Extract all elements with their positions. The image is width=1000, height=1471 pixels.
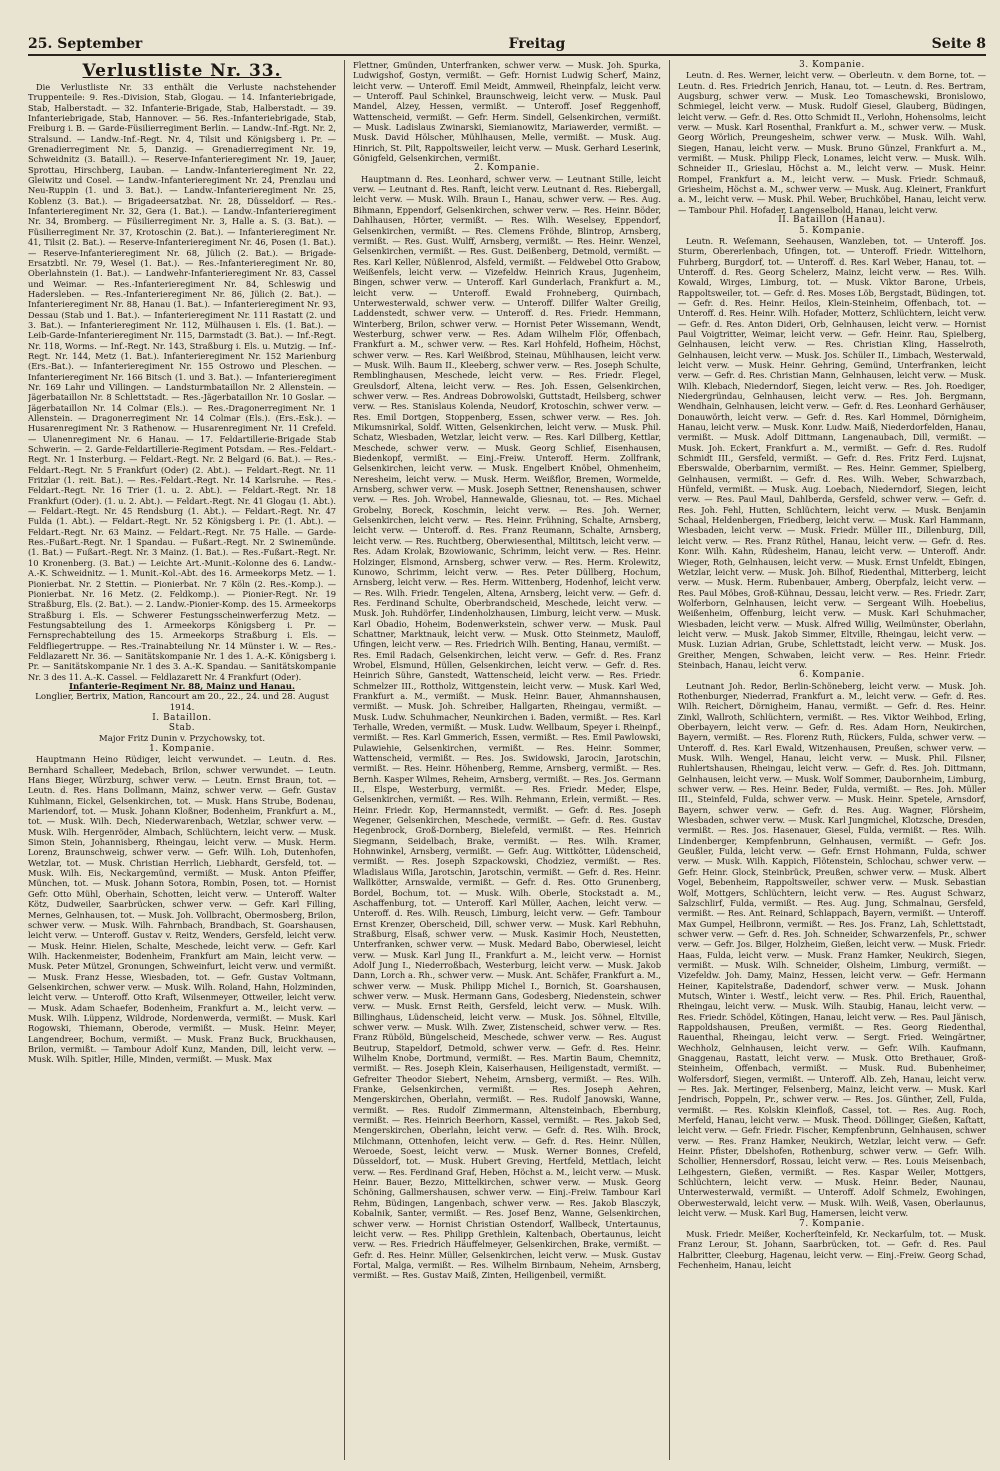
column-3	[678, 60, 986, 1460]
columns	[28, 60, 986, 1460]
intro-paragraph: Die Verlustliste Nr. 33 enthält die Verluste nachstehender Truppenteile: 9. Res.-Division, Stab, Glogau. — 14. Infanteriebrigade, Stab, Halberstadt. — 32. Infanterie-Brigade, Stab, Halberstadt. — 39. Infanteriebrigade, Stab, Hannover. — 56. Res.-Infanteriebrigade, Stab, Freiburg i. B. — Garde-Füsilierregiment Berlin. — Landw.-Inf.-Rgt. Nr. 2, Stralsund. — Landw.-Inf.-Regt. Nr. 4, Tilsit und Königsberg i. Pr. — Grenadierregiment Nr. 5, Danzig. — Grenadierregiment Nr. 19, Schweidnitz (3. Bataill.). — Reserve-Infanterieregiment Nr. 19, Jauer, Sprottau, Hirschberg, Lauban. — Landw.-Infanterieregiment Nr. 22, Gleiwitz und Cosel. — Landw.-Infanterieregiment Nr. 24, Prenzlau und Neu-Ruppin (1. und 3. Bat.). — Landw.-Infanterieregiment Nr. 25, Koblenz (3. Bat.). — Brigadeersatzbat. Nr. 28, Düsseldorf. — Res.-Infanterieregiment Nr. 32, Gera (1. Bat.). — Landw.-Infanterieregiment Nr. 34, Bromberg. — Füsilierregiment Nr. 3, Halle a. S. (3. Bat.). — Füsilierregiment Nr. 37, Krotoschin (2. Bat.). — Infanterieregiment Nr. 41, Tilsit (2. Bat.). — Reserve-Infanterieregiment Nr. 46, Posen (1. Bat.). — Reserve-Infanterieregiment Nr. 68, Jülich (2. Bat.). — Brigade-Ersatzbtl. Nr. 79, Wesel (1. Bat.). — Res.-Infanterieregiment Nr. 80, Oberlahnstein (1. Bat.). — Landwehr-Infanterieregiment Nr. 83, Cassel und Weimar. — Res.-Infanterieregiment Nr. 84, Schleswig und Hadersleben. — Res.-Infanterieregiment Nr. 86, Jülich (2. Bat.). — Infanterieregiment Nr. 88, Hanau (1. Bat.). — Infanterieregiment Nr. 93, Dessau (Stab und 1. Bat.). — Infanterieregiment Nr. 111 Rastatt (2. und 3. Bat.). — Infanterieregiment Nr. 112, Mülhausen i. Els. (1. Bat.). — Leib-Garde-Infanterieregiment Nr. 115, Darmstadt (3. Bat.). — Inf.-Regt. Nr. 118, Worms. — Inf.-Regt. Nr. 143, Straßburg i. Els. u. Mutzig. — Inf.-Regt. Nr. 144, Metz (1. Bat.). Infanterieregiment Nr. 152 Marienburg (Ers.-Bat.). — Infanterieregiment Nr. 155 Ostrowo und Pleschen. — Infanterieregiment Nr. 166 Bitsch (1. und 3. Bat.). — Infanterieregiment Nr. 169 Lahr und Villingen. — Landsturmbataillon Nr. 2 Allenstein. — Jägerbataillon Nr. 8 Schlettstadt. — Res.-Jägerbataillon Nr. 10 Goslar. — Jägerbataillon Nr. 14 Colmar (Els.). — Res.-Dragonerregiment Nr. 1 Allenstein. — Dragonerregiment Nr. 14 Colmar (Els.). (Ers.-Esk.). — Husarenregiment Nr. 3 Rathenow. — Husarenregiment Nr. 11 Crefeld. — Ulanenregiment Nr. 6 Hanau. — 17. Feldartillerie-Brigade Stab Schwerin. — 2. Garde-Feldartillerie-Regiment Potsdam. — Res.-Feldart.-Regt. Nr. 1 Insterburg. — Feldart.-Regt. Nr. 2 Belgard (6. Bat.). — Res.-Feldart.-Regt. Nr. 5 Frankfurt (Oder) (2. Abt.). — Feldart.-Regt. Nr. 11 Fritzlar (1. reit. Bat.). — Res.-Feldart.-Regt. Nr. 14 Karlsruhe. — Res.-Feldart.-Regt. Nr. 16 Trier (1. u. 2. Abt.). — Feldart.-Regt. Nr. 18 Frankfurt (Oder). (1. u. 2. Abt.). — Feldart.-Regt. Nr. 41 Glogau (1. Abt.). — Feldart.-Regt. Nr. 45 Rendsburg (1. Abt.). — Feldart.-Regt. Nr. 47 Fulda (1. Abt.). — Feldart.-Regt. Nr. 52 Königsberg i. Pr. (1. Abt.). — Feldart.-Regt. Nr. 63 Mainz. — Feldart.-Regt. Nr. 75 Halle. — Garde-Res.-Fußart.-Regt. Nr. 1 Spandau. — Fußart.-Regt. Nr. 2 Swinemünde. (1. Bat.) — Fußart.-Regt. Nr. 3 Mainz. (1. Bat.). — Res.-Fußart.-Regt. Nr. 10 Kronenberg. (3. Bat.) — Leichte Art.-Munit.-Kolonne des 6. Landw.-A.-K. Schweidnitz. — 1. Munit.-Kol.-Abt. des 16. Armeekorps Metz. — 1. Pionierbat. Nr. 2 Stettin. — Pionierbat. Nr. 7 Köln (2. Res.-Komp.). — Pionierbat. Nr. 16 Metz. (2. Feldkomp.). — Pionier-Regt. Nr. 19 Straßburg, Els. (2. Bat.). — 2. Landw.-Pionier-Komp. des 15. Armeekorps Straßburg i. Els. — Schwerer Festungsscheinwerferzug Metz. — Festungsabteilung des 1. Armeekorps Königsberg i. Pr. — Fernsprechabteilung des 15. Armeekorps Straßburg i. Els. — Feldfliegertruppe. — Res.-Trainabteilung Nr. 14 Münster i. W. — Res.-Feldlazarett Nr. 36. — Sanitätskompanie Nr. 1 des 1. A.-K. Königsberg i. Pr. — Sanitätskompanie Nr. 1 des 3. A.-K. Spandau. — Sanitätskompanie Nr. 3 des 11. A.-K. Cassel. — Feldlazarett Nr. 4 Frankfurt (Oder).	[28, 82, 337, 682]
kompanie-heading: 6. Kompanie.	[799, 670, 865, 681]
header-day: Freitag	[508, 36, 566, 52]
kompanie-heading: 2. Kompanie.	[474, 163, 540, 174]
casualty-entries: Hauptmann Heino Rüdiger, leicht verwundet. — Leutn. d. Res. Bernhard Schalleer, Medebach, Brilon, schwer verwundet. — Leutn. Hans Bieger, Würzburg, schwer verw. — Leutn. Ernst Braun, tot. — Leutn. d. Res. Hans Dollmann, Mainz, schwer verw. — Gefr. Gustav Kuhlmann, Eickel, Gelsenkirchen, tot. — Musk. Hans Strube, Bodenau, Mariendorf, tot. — Musk. Johann Kloßner, Bodenheim, Frankfurt a. M., tot. — Musk. Wilh. Dech, Niederwarenbach, Wetzlar, schwer verw. — Musk. Wilh. Hergenröder, Almbach, Schlüchtern, leicht verw. — Musk. Simon Stein, Johannisberg, Rheingau, leicht verw. — Musk. Herm. Lorenz, Braunschweig, schwer verw. — Gefr. Wilh. Loh, Dutenhofen, Wetzlar, tot. — Musk. Christian Herrlich, Liebhardt, Gersfeld, tot. — Musk. Wilh. Eis, Neckargemünd, vermißt. — Musk. Anton Pfeiffer, München, tot. — Musk. Johann Sotora, Rombin, Posen, tot. — Hornist Gefr. Otto Mühl, Oberhain, Schotten, leicht verw. — Unteroff. Walter Kötz, Dudweiler, Saarbrücken, schwer verw. — Gefr. Karl Filling, Mernes, Gelnhausen, tot. — Musk. Joh. Vollbracht, Obermosberg, Brilon, schwer verw. — Musk. Wilh. Fahrnbach, Brandbach, St. Goarshausen, leicht verw. — Unteroff. Gustav v. Reitz, Wenders, Gersfeld, leicht verw. — Musk. Heinr. Hielen, Schalte, Meschede, leicht verw. — Gefr. Karl Wilh. Hackenmeister, Bodenheim, Frankfurt am Main, leicht verw. — Musk. Peter Mützel, Gronungen, Schweinfurt, leicht verw. und vermißt. — Musk. Franz Hesse, Wiesbaden, tot. — Gefr. Gustav Voltmann, Gelsenkirchen, schwer verw. — Musk. Wilh. Roland, Hahn, Holzminden, leicht verw. — Unteroff. Otto Kraft, Wilsenmeyer, Ottweiler, leicht verw. — Musk. Adam Schaefer, Bodenheim, Frankfurt a. M., leicht verw. — Musk. Wilh. Lüppenz, Wildrode, Nordenwerda, vermißt. — Musk. Karl Rogowski, Thiemann, Oberode, vermißt. — Musk. Heinr. Meyer, Langendreer, Bochum, vermißt. — Musk. Franz Buck, Bruckhausen, Brilon, vermißt. — Tambour Adolf Kunz, Manden, Dill, leicht verw. — Musk. Wilh. Spitler, Hille, Minden, vermißt. — Musk. Max	[28, 754, 337, 1065]
bataillon-heading: I. Bataillon.	[152, 712, 212, 723]
column-1	[28, 60, 336, 1460]
header-date: 25. September	[28, 36, 143, 52]
column-2	[353, 60, 661, 1460]
kompanie-heading: 3. Kompanie.	[799, 60, 865, 70]
casualty-entries: Flettner, Gmünden, Unterfranken, schwer verw. — Musk. Joh. Spurka, Ludwigshof, Gostyn, vermißt. — Gefr. Hornist Ludwig Scherf, Mainz, leicht verw. — Unteroff. Emil Meidt, Ammweil, Rheinpfalz, leicht verw. — Unteroff. Paul Schinkel, Braunschweig, leicht verw. — Musk. Paul Mandel, Alzey, Hessen, vermißt. — Unteroff. Josef Reggenhoff, Wattenscheid, vermißt. — Gefr. Herm. Sindell, Gelsenkirchen, vermißt. — Musk. Ladislaus Zwinarski, Siemianowitz, Mariawerder, vermißt. — Musk. David Hölscher, Mühlhausen, Melle, vermißt. — Musk. Aug. Hinrich, St. Pilt, Rappoltsweiler, leicht verw. — Musk. Gerhard Leserink, Gönigfeld, Gelsenkirchen, vermißt.	[353, 60, 662, 164]
casualty-entries: Leutn. d. Res. Werner, leicht verw. — Oberleutn. v. dem Borne, tot. — Leutn. d. Res. Friedrich Jenrich, Hanau, tot. — Leutn. d. Res. Bertram, Augsburg, schwer verw. — Musk. Leo Tomaschewski, Bronislowo, Schmiegel, leicht verw. — Musk. Rudolf Giesel, Glauberg, Büdingen, leicht verw. — Gefr. d. Res. Otto Schmidt II., Verlohn, Hohensolms, leicht verw. — Musk. Karl Rosenthal, Frankfurt a. M., schwer verw. — Musk. Georg Wörlich, Preungesheim, schwer verw. — Musk. Wilh. Wahl, Siegen, Hanau, leicht verw. — Musk. Bruno Günzel, Frankfurt a. M., vermißt. — Musk. Philipp Fleck, Lonames, leicht verw. — Musk. Wilh. Schneider II., Grieslau, Höchst a. M., leicht verw. — Musk. Heinr. Rompel, Frankfurt a. M., leicht verw. — Musk. Friedr. Schmauß, Griesheim, Höchst a. M., schwer verw. — Musk. Aug. Kleinert, Frankfurt a. M., leicht verw. — Musk. Phil. Weber, Bruchköbel, Hanau, leicht verw. — Tambour Phil. Hofader, Langenselbold, Hanau, leicht verw.	[678, 70, 987, 215]
major-entry: Major Fritz Dunin v. Przychowsky, tot.	[98, 733, 266, 744]
kompanie-heading: 7. Kompanie.	[799, 1218, 865, 1229]
column-rule	[669, 60, 670, 1460]
casualty-entries: Musk. Friedr. Meißer, Kocherſteinfeld, Kr. Neckarſulm, tot. — Musk. Franz Lerour, St. Johann, Saarbrücken, tot. — Gefr. d. Res. Paul Halbritter, Cleeburg, Hagenau, leicht verw. — Einj.-Freiw. Georg Schad, Fechenheim, Hanau, leicht	[678, 1228, 987, 1270]
list-title: Verlustliste Nr. 33.	[82, 61, 282, 81]
regiment-heading: Infanterie-Regiment Nr. 88, Mainz und Hanau.	[69, 681, 295, 692]
kompanie-heading: 5. Kompanie.	[799, 225, 865, 236]
column-rule	[344, 60, 345, 1460]
battle-places: Longlier, Bertrix, Mation, Rancourt am 20., 22., 24. und 28. August 1914.	[35, 692, 329, 713]
casualty-entries: Hauptmann d. Res. Leonhard, schwer verw. — Leutnant Stille, leicht verw. — Leutnant d. Res. Ranft, leicht verw. Leutnant d. Res. Riebergall, leicht verw. — Musk. Wilh. Braun I., Hanau, schwer verw. — Res. Aug. Bihmann, Eppendorf, Gelsenkirchen, schwer verw. — Res. Heinr. Böder, Dahlhausen, Hörter, vermißt. — Res. Wilh. Weselsey, Eppendorf, Gelsenkirchen, vermißt. — Res. Clemens Fröhde, Blintrop, Arnsberg, vermißt. — Res. Gust. Wulff, Arnsberg, vermißt. — Res. Heinr. Wenzel, Gelsenkirchen, vermißt. — Res. Gust. Deißenberg, Detmold, vermißt. — Res. Karl Keller, Nüßlenrod, Alsfeld, vermißt. — Feldwebel Otto Grabow, Weißenfels, leicht verw. — Vizefeldw. Heinrich Kraus, Jugenheim, Bingen, schwer verw. — Unteroff. Karl Gunderlach, Frankfurt a. M., leicht verw. — Unteroff. Ewald Frohneberg, Quirnbach, Unterwesterwald, schwer verw. — Unteroff. Dillfer Walter Greilig, Laddenstedt, schwer verw. — Unteroff. d. Res. Friedr. Hemmann, Winterberg, Brilon, schwer verw. — Hornist Peter Wissemann, Wendt, Westerburg, schwer verw. — Res. Adam Wilhelm Flör, Offenbach, Frankfurt a. M., schwer verw. — Res. Karl Hohfeld, Hofheim, Höchst, schwer verw. — Res. Karl Weißbrod, Steinau, Mühlhausen, leicht verw. — Musk. Wilh. Baum II., Kleeberg, schwer verw. — Res. Joseph Schulte, Remblinghausen, Meschede, leicht verw. — Res. Friedr. Flegel, Greulsdorf, Altena, leicht verw. — Res. Joh. Essen, Gelsenkirchen, schwer verw. — Res. Andreas Dobrowolski, Guttstadt, Heilsberg, schwer verw. — Res. Stanislaus Kolenda, Neudorf, Krotoschin, schwer verw. — Res. Emil Dortgen, Stoppenberg, Essen, schwer verw. — Res. Joh. Mikumsnirkal, Soldf. Witten, Gelsenkirchen, leicht verw. — Musk. Phil. Schatz, Wiesbaden, Wetzlar, leicht verw. — Res. Karl Dillberg, Kettlar, Meschede, schwer verw. — Musk. Georg Schlief, Eisenhausen, Biedenkopf, vermißt. — Einj.-Freiw. Unteroff. Herm. Zollfrank, Gelsenkirchen, leicht verw. — Musk. Engelbert Knöbel, Ohmenheim, Neresheim, leicht verw. — Musk. Herm. Weißflor, Bremen, Wormelde, Arnsberg, schwer verw. — Musk. Joseph Settner, Renenshausen, schwer verw. — Res. Joh. Wrobel, Hannewalde, Gliesnau, tot. — Res. Michael Grobelny, Boreck, Koschmin, leicht verw. — Res. Joh. Werner, Gelsenkirchen, leicht verw. — Res. Heinr. Frühning, Schalte, Arnsberg, leicht verw. — Unteroff. d. Res. Franz Reumann, Schalte, Arnsberg, leicht verw. — Res. Ruchtberg, Oberwiesenthal, Miltitsch, leicht verw. — Res. Adam Krolak, Bzowiowanic, Schrimm, leicht verw. — Res. Heinr. Holzinger, Elsmond, Arnsberg, schwer verw. — Res. Herm. Krolewitz, Kunowo, Schrimm, leicht verw. — Res. Peter Düllberg, Hochum, Arnsberg, leicht verw. — Res. Herm. Wittenberg, Hodenhof, leicht verw. — Res. Wilh. Friedr. Tengelen, Altena, Arnsberg, leicht verw. — Gefr. d. Res. Ferdinand Schulte, Oberbrandscheid, Meschede, leicht verw. — Musk. Joh. Ruhdörfer, Lindenholzhausen, Limburg, leicht verw. — Musk. Karl Obadio, Hoheim, Bodenwerkstein, schwer verw. — Musk. Paul Schattner, Marktnauk, leicht verw. — Musk. Otto Steinmetz, Mauloff, Ufingen, leicht verw. — Res. Friedrich Wilh. Benting, Hanau, vermißt. — Res. Emil Radach, Gelsenkirchen, leicht verw. — Gefr. d. Res. Franz Wrobel, Elsmund, Hüllen, Gelsenkirchen, leicht verw. — Gefr. d. Res. Heinrich Sühre, Ganstedt, Wattenscheid, leicht verw. — Res. Friedr. Schmelzer III., Rottholz, Wittgenstein, leicht verw. — Musk. Karl Wed, Frankfurt a. M., vermißt. — Musk. Heinr. Bauer, Ahmannshausen, vermißt. — Musk. Joh. Schreiber, Hallgarten, Rheingau, vermißt. — Musk. Ludw. Schuhmacher, Neunkirchen i. Baden, vermißt. — Res. Karl Terhalle, Wreden, vermißt. — Musk. Ludw. Wellbaum, Speyer i. Rheinpf., vermißt. — Res. Karl Gmmerich, Essen, vermißt. — Res. Emil Pawlowski, Pulawiehie, Gelsenkirchen, vermißt. — Res. Heinr. Sommer, Wattenscheid, vermißt. — Res. Jos. Swidowski, Jarocin, Jarotschin, vermißt. — Res. Heinr. Höhenberg, Remme, Arnsberg, vermißt. — Res. Bernh. Kasper Wilmes, Reheim, Arnsberg, vermißt. — Res. Jos. Germann II., Elspe, Westerburg, vermißt. — Res. Friedr. Meder, Elspe, Gelsenkirchen, vermißt. — Res. Wilh. Rehmann, Erlein, vermißt. — Res. Heinr. Friedr. Kop, Hermannstedt, vermißt. — Gefr. d. Res. Joseph Wegener, Gelsenkirchen, Meschede, vermißt. — Gefr. d. Res. Gustav Hegenbrock, Groß-Dornberg, Bielefeld, vermißt. — Res. Heinrich Siegmann, Seidelbach, Brake, vermißt. — Res. Wilh. Kramer, Hohnwinkel, Arnsberg, vermißt. — Gefr. Aug. Wittkötter, Lüdenscheid, vermißt. — Res. Joseph Szpackowski, Chodziez, vermißt. — Res. Wladislaus Wiſla, Jarotschin, Jarotschin, vermißt. — Gefr. d. Res. Heinr. Wallkötter, Arnswalde, vermißt. — Gefr. d. Res. Otto Grunenberg, Bordel, Bochum, tot. — Musk. Wilh. Oberle, Stockstadt a. M., Aschaffenburg, tot. — Unteroff. Karl Müller, Aachen, leicht verw. — Unteroff. d. Res. Wilh. Reusch, Limburg, leicht verw. — Gefr. Tambour Ernst Krenzer, Oberscheid, Dill, schwer verw. — Musk. Karl Rebhuhn, Straßburg, Elsaß, schwer verw. — Musk. Kasimir Hoch, Neustetten, Unterfranken, schwer verw. — Musk. Medard Babo, Oberwiesel, leicht verw. — Musk. Karl Jung II., Frankfurt a. M., leicht verw. — Hornist Adolf Jung I., Niederroßbach, Westerburg, leicht verw. — Musk. Jakob Dann, Lorch a. Rh., schwer verw. — Musk. Ant. Schäfer, Frankfurt a. M., schwer verw. — Musk. Philipp Michel I., Bornich, St. Goarshausen, schwer verw. — Musk. Hermann Gans, Godesberg, Niedenstein, schwer verw. — Musk. Ernst Reith, Gersfeld, leicht verw. — Musk. Wilh. Billinghaus, Lüdenscheid, leicht verw. — Musk. Jos. Söhnel, Eltville, schwer verw. — Musk. Wilh. Zwer, Zistenscheid, schwer verw. — Res. Franz Rüböld, Büngelscheid, Meschede, schwer verw. — Res. August Beutrup, Stapeldorf, Detmold, schwer verw. — Gefr. d. Res. Heinr. Wilhelm Knobe, Dortmund, vermißt. — Res. Martin Baum, Chemnitz, vermißt. — Res. Joseph Klein, Kaiserhausen, Heiligenstadt, vermißt. — Gefreiter Theodor Siebert, Neheim, Arnsberg, vermißt. — Res. Wilh. Franke, Gelsenkirchen, vermißt. — Res. Joseph Aehren, Mengerskirchen, Oberlahn, vermißt. — Res. Rudolf Janowski, Wanne, vermißt. — Res. Rudolf Zimmermann, Altensteinbach, Ebernburg, vermißt. — Res. Heinrich Beerhorn, Kassel, vermißt. — Res. Jakob Sed, Mengerskirchen, Oberlahn, leicht verw. — Gefr. d. Res. Wilh. Brock, Milchmann, Ottenhofen, leicht verw. — Gefr. d. Res. Heinr. Nüllen, Weroede, Soest, leicht verw. — Musk. Werner Bonnes, Crefeld, Düsseldorf, tot. — Musk. Hubert Greving, Hertfeld, Mettlach, leicht verw. — Res. Ferdinand Graf, Heben, Höchst a. M., leicht verw. — Musk. Heinr. Bauer, Bezzo, Mittelkirchen, schwer verw. — Musk. Georg Schöning, Gallmershausen, schwer verw. — Einj.-Freiw. Tambour Karl Rehm, Büdingen, Langenbach, schwer verw. — Res. Jakob Blasczyk, Kobalnik, Santer, vermißt. — Res. Josef Benz, Wanne, Gelsenkirchen, schwer verw. — Hornist Christian Ostendorf, Wallbeck, Untertaunus, leicht verw. — Res. Philipp Grethlein, Kaltenbach, Obertaunus, leicht verw. — Res. Friedrich Häuffelmeyer, Gelsenkirchen, Brake, vermißt. — Gefr. d. Res. Heinr. Müller, Gelsenkirchen, leicht verw. — Musk. Gustav Fortal, Malga, vermißt. — Res. Wilhelm Birnbaum, Neheim, Arnsberg, vermißt. — Res. Gustav Maiß, Zinten, Heiligenbeil, vermißt.	[353, 173, 662, 1281]
stab-heading: Stab.	[168, 723, 196, 734]
bataillon-heading: II. Bataillon (Hanau).	[778, 215, 886, 226]
casualty-entries: Leutnant Joh. Redor, Berlin-Schöneberg, leicht verw. — Musk. Joh. Rothenburger, Niederrad, Frankfurt a. M., leicht verw. — Gefr. d. Res. Wilh. Reichert, Dörnigheim, Hanau, vermißt. — Gefr. d. Res. Heinr. Zinkl, Wallroth, Schlüchtern, vermißt. — Res. Viktor Weihbod, Erling, Oberbayern, leicht verw. — Gefr. d. Res. Adam Horn, Neukirchen, Bayern, vermißt. — Res. Florenz Ruth, Rückers, Fulda, schwer verw. — Unteroff. d. Res. Karl Ewald, Witzenhausen, Preußen, schwer verw. — Musk. Wilh. Wengel, Hanau, leicht verw. — Musk. Phil. Filsner, Ruhlertshausen, Rheingau, leicht verw. — Gefr. d. Res. Joh. Dittmann, Gelnhausen, leicht verw. — Musk. Wolf Sommer, Daubornheim, Limburg, schwer verw. — Res. Heinr. Beder, Fulda, vermißt. — Res. Joh. Müller III., Steinfeld, Fulda, schwer verw. — Musk. Heinr. Spetele, Arnsdorf, Bayern, schwer verw. — Gefr. d. Res. Aug. Wagner, Flörsheim, Wiesbaden, schwer verw. — Musk. Karl Jungmichel, Klotzsche, Dresden, vermißt. — Res. Jos. Hasenauer, Giesel, Fulda, vermißt. — Res. Wilh. Lindenberger, Kempfenbrunn, Gelnhausen, vermißt. — Gefr. Jos. Geußler, Fulda, leicht verw. — Gefr. Ernst Hohmann, Fulda, schwer verw. — Musk. Wilh. Kappich, Flötenstein, Schlochau, schwer verw. — Gefr. Heinr. Glock, Steinbrück, Preußen, schwer verw. — Musk. Albert Vogel, Bebenheim, Rappoltsweiler, schwer verw. — Musk. Sebastian Wolf, Mottgers, Schlüchtern, leicht verw. — Res. August Schwarz, Salzschlirf, Fulda, vermißt. — Res. Aug. Jung, Schmalnau, Gersfeld, vermißt. — Res. Ant. Reinard, Schlappach, Bayern, vermißt. — Unteroff. Max Gumpel, Heilbronn, vermißt. — Res. Jos. Franz, Lah, Schlettstadt, schwer verw. — Gefr. d. Res. Joh. Schneider, Schwarzenfels, Pr., schwer verw. — Gefr. Jos. Bilger, Holzheim, Gießen, leicht verw. — Musk. Friedr. Haas, Fulda, leicht verw. — Musk. Franz Hamker, Neukirch, Siegen, vermißt. — Musk. Wilh. Schneider, Olsheim, Limburg, vermißt. — Vizefeldw. Joh. Damy, Mainz, Hessen, leicht verw. — Gefr. Hermann Heiner, Kapitelstraße, Dadendorf, schwer verw. — Musk. Johann Mutsch, Winter i. Westf., leicht verw. — Res. Phil. Erich, Rauenthal, Rheingau, leicht verw. — Musk. Wilh. Staubig, Hanau, leicht verw. — Res. Friedr. Schödel, Kötingen, Hanau, leicht verw. — Res. Paul Jänisch, Rappoldshausen, Preußen, vermißt. — Res. Georg Riedenthal, Rauenthal, Rheingau, leicht verw. — Sergt. Fried. Weingärtner, Wechholz, Gelnhausen, leicht verw. — Gefr. Wilh. Kaufmann, Gnaggenau, Rastatt, leicht verw. — Musk. Otto Brethauer, Groß-Steinheim, Offenbach, vermißt. — Musk. Rud. Bubenheimer, Wolfersdorf, Siegen, vermißt. — Unteroff. Alb. Zeh, Hanau, leicht verw. — Res. Jak. Mertinger, Felsenberg, Mainz, leicht verw. — Musk. Karl Jendrisch, Poppeln, Pr., schwer verw. — Res. Jos. Günther, Zell, Fulda, vermißt. — Res. Kolskin Kleinfloß, Cassel, tot. — Res. Aug. Roch, Merfeld, Hanau, leicht verw. — Musk. Theod. Döllinger, Gießen, Kaſtatt, leicht verw. — Gefr. Friedr. Fischer, Kempfenbrunn, Gelnhausen, schwer verw. — Res. Franz Hamker, Neukirch, Wetzlar, leicht verw. — Gefr. Heinr. Pfister, Dbelshofen, Rothenburg, schwer verw. — Gefr. Wilh. Schollier, Hennersdorf, Rossau, leicht verw. — Res. Louis Meisenbach, Leihgestern, Gießen, vermißt. — Res. Kaspar Weiler, Mottgers, Schlüchtern, leicht verw. — Musk. Heinr. Beder, Naunau, Unterwesterwald, vermißt. — Unteroff. Adolf Schmelz, Ewohingen, Oberwesterwald, leicht verw. — Musk. Wilh. Weiß, Vasen, Oberlaunus, leicht verw. — Musk. Karl Bug, Hamersen, leicht verw.	[678, 680, 987, 1219]
header-page-number: Seite 8	[931, 36, 986, 52]
page-header	[28, 36, 986, 56]
kompanie-heading: 1. Kompanie.	[149, 744, 215, 754]
casualty-entries: Leutn. R. Weſemann, Seehausen, Wanzleben, tot. — Unteroff. Jos. Sturm, Obererlenbach, Ufingen, tot. — Unteroff. Friedr. Wittelhorn, Fuhrberg, Burgdorf, tot. — Unteroff. d. Res. Karl Weber, Hanau, tot. — Unteroff. d. Res. Georg Schelerz, Mainz, leicht verw. — Res. Wilh. Kowald, Wirges, Limburg, tot. — Musk. Viktor Barone, Urbeis, Rappoltsweiler, tot. — Gefr. d. Res. Moses Löb, Bergstadt, Büdingen, tot. — Gefr. d. Res. Heinr. Heilos, Klein-Steinheim, Offenbach, tot. — Unteroff. d. Res. Heinr. Wilh. Hofader, Motterz, Schlüchtern, leicht verw. — Gefr. d. Res. Anton Dideri, Orb, Gelnhausen, leicht verw. — Hornist Paul Voigtritter, Weimar, leicht verw. — Gefr. Heinr. Rau, Spielberg, Gelnhausen, leicht verw. — Res. Christian Kling, Hasselroth, Gelnhausen, leicht verw. — Musk. Jos. Schüler II., Limbach, Westerwald, leicht verw. — Musk. Heinr. Gehring, Gemünd, Unterfranken, leicht verw. — Gefr. d. Res. Christian Mann, Gelnhausen, leicht verw. — Musk. Wilh. Klebach, Niederndorf, Siegen, leicht verw. — Res. Joh. Roediger, Niedergründau, Gelnhausen, leicht verw. — Res. Joh. Bergmann, Wendhain, Gelnhausen, leicht verw. — Gefr. d. Res. Leonhard Gerhäuser, Donauwörth, leicht verw. — Gefr. d. Res. Karl Hommel, Dörnigheim, Hanau, leicht verw. — Musk. Konr. Ludw. Maiß, Niederdorfelden, Hanau, vermißt. — Musk. Adolf Dittmann, Langenaubach, Dill, vermißt. — Musk. Joh. Eckert, Frankfurt a. M., vermißt. — Gefr. d. Res. Rudolf Schmidt III., Gersfeld, vermißt. — Gefr. d. Res. Fritz Ferd. Lujsnat, Eberswalde, Oberbarnim, vermißt. — Res. Heinr. Gemmer, Spielberg, Gelnhausen, vermißt. — Gefr. d. Res. Wilh. Weber, Schwarzbach, Hünfeld, vermißt. — Musk. Aug. Loebach, Niederndorf, Siegen, leicht verw. — Res. Paul Maul, Dahlberda, Gersfeld, schwer verw. — Gefr. d. Res. Joh. Fehl, Hutten, Schlüchtern, leicht verw. — Musk. Benjamin Schaal, Heldenbergen, Friedberg, leicht verw. — Musk. Karl Hammann, Wiesbaden, leicht verw. — Musk. Friedr. Müller III., Dillenburg, Dill, leicht verw. — Res. Franz Rüthel, Hanau, leicht verw. — Gefr. d. Res. Konr. Wilh. Kahn, Rüdesheim, Hanau, leicht verw. — Unteroff. Andr. Wieger, Roth, Gelnhausen, leicht verw. — Musk. Ernst Unfeldt, Ebingen, Wetzlar, leicht verw. — Musk. Joh. Bilhof, Riedenthal, Mitterberg, leicht verw. — Musk. Herm. Rubenbauer, Amberg, Oberpfalz, leicht verw. — Res. Paul Möbes, Groß-Kühnau, Dessau, leicht verw. — Res. Friedr. Zarr, Wolferborn, Gelnhausen, leicht verw. — Sergeant Wilh. Hoebelius, Weißenheim, Offenburg, leicht verw. — Musk. Karl Schuhmacher, Wiesbaden, leicht verw. — Musk. Alfred Willig, Weilmünster, Oberlahn, leicht verw. — Musk. Jakob Simmer, Eltville, Rheingau, leicht verw. — Musk. Luzian Adrian, Grube, Schlettstadt, leicht verw. — Musk. Jos. Greither, Mengen, Schwaben, leicht verw. — Res. Heinr. Friedr. Steinbach, Hanau, leicht verw.	[678, 235, 987, 670]
